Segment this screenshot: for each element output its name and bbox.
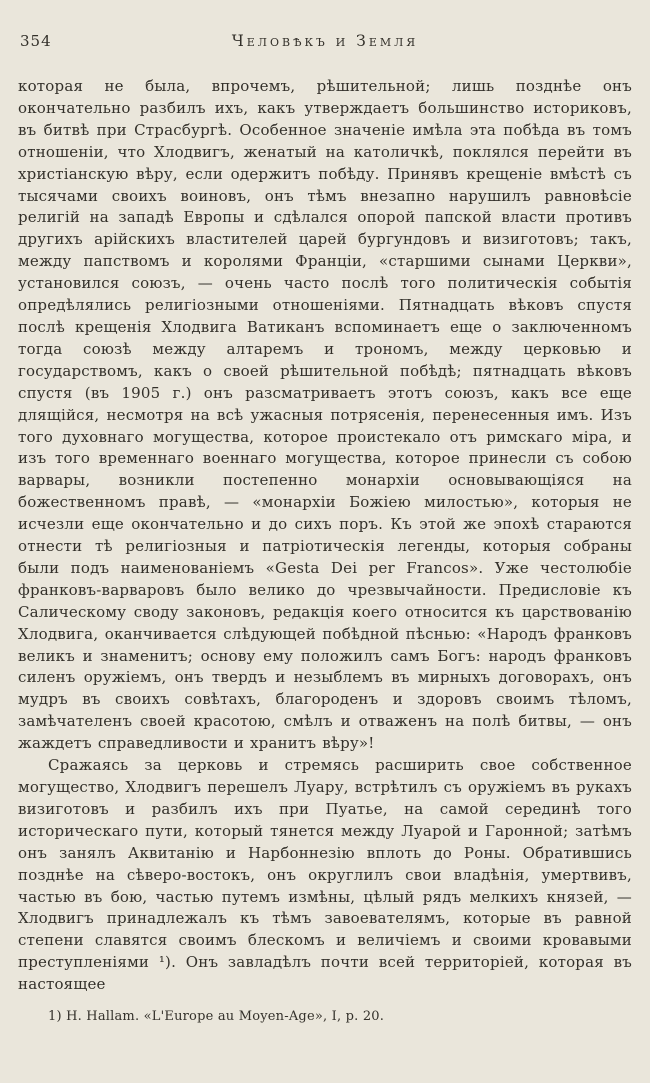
paragraph: Сражаясь за церковь и стремясь расширить свое собственное могущество, Хлодвигъ перешелъ Луару, встрѣтилъ съ оружіемъ въ рукахъ визиготовъ и разбилъ ихъ при Пуатье, на самой серединѣ того историческаго пути, который тянется между Луарой и Гаронной; затѣмъ онъ занялъ Аквитанію и Нарбоннезію вплоть до Роны. Обратившись позднѣе на сѣверо-востокъ, онъ округлилъ свои владѣнія, умертвивъ, частью въ бою, частью путемъ измѣны, цѣлый рядъ мелкихъ князей, — Хлодвигъ принадлежалъ къ тѣмъ завоевателямъ, которые въ равной степени славятся своимъ блескомъ и величіемъ и своими кровавыми преступленіями ¹). Онъ завладѣлъ почти всей территоріей, которая въ настоящее bbox=[18, 756, 632, 994]
page-header bbox=[18, 32, 632, 54]
page-number: 354 bbox=[20, 32, 52, 50]
paragraph-continuation: которая не была, впрочемъ, рѣшительной; лишь позднѣе онъ окончательно разбилъ ихъ, какъ утверждаетъ большинство историковъ, въ битвѣ при Страсбургѣ. Особенное значеніе имѣла эта побѣда въ томъ отношеніи, что Хлодвигъ, женатый на католичкѣ, поклялся перейти въ христіанскую вѣру, если одержитъ побѣду. Принявъ крещеніе вмѣстѣ съ тысячами своихъ воиновъ, онъ тѣмъ внезапно нарушилъ равновѣсіе религій на западѣ Европы и сдѣлался опорой папской власти противъ другихъ арійскихъ властителей царей бургундовъ и визиготовъ; такъ, между папствомъ и королями Франціи, «старшими сынами Церкви», установился союзъ, — очень часто послѣ того политическія событія опредѣлялись религіозными отношеніями. Пятнадцать вѣковъ спустя послѣ крещенія Хлодвига Ватиканъ вспоминаетъ еще о заключенномъ тогда союзѣ между алтаремъ и трономъ, между церковью и государствомъ, какъ о своей рѣшительной побѣдѣ; пятнадцать вѣковъ спустя (въ 1905 г.) онъ разсматриваетъ этотъ союзъ, какъ все еще длящійся, несмотря на всѣ ужасныя потрясенія, перенесенныя имъ. Изъ того духовнаго могущества, которое проистекало отъ римскаго міра, и изъ того временнаго военнаго могущества, которое принесли съ собою варвары, возникли постепенно монархіи основывающіяся на божественномъ правѣ, — «монархіи Божіею милостью», которыя не исчезли еще окончательно и до сихъ поръ. Къ этой же эпохѣ стараются отнести тѣ религіозныя и патріотическія легенды, которыя собраны были подъ наименованіемъ «Gesta Dei per Francos». Уже честолюбіе франковъ-варваровъ было велико до чрезвычайности. Предисловіе къ Салическому своду законовъ, редакція коего относится къ царствованію Хлодвига, оканчивается слѣдующей побѣдной пѣснью: «Народъ франковъ великъ и знаменитъ; основу ему положилъ самъ Богъ: народъ франковъ силенъ оружіемъ, онъ твердъ и незыблемъ въ мирныхъ договорахъ, онъ мудръ въ своихъ совѣтахъ, благороденъ и здоровъ своимъ тѣломъ, замѣчателенъ своей красотою, смѣлъ и отваженъ на полѣ битвы, — онъ жаждетъ справедливости и хранитъ вѣру»! bbox=[18, 77, 632, 753]
body-text bbox=[18, 76, 632, 996]
footnote: 1) H. Hallam. «L'Europe au Moyen-Age», I, p. 20. bbox=[48, 1009, 385, 1025]
running-title: Человѣкъ и Земля bbox=[231, 32, 419, 50]
